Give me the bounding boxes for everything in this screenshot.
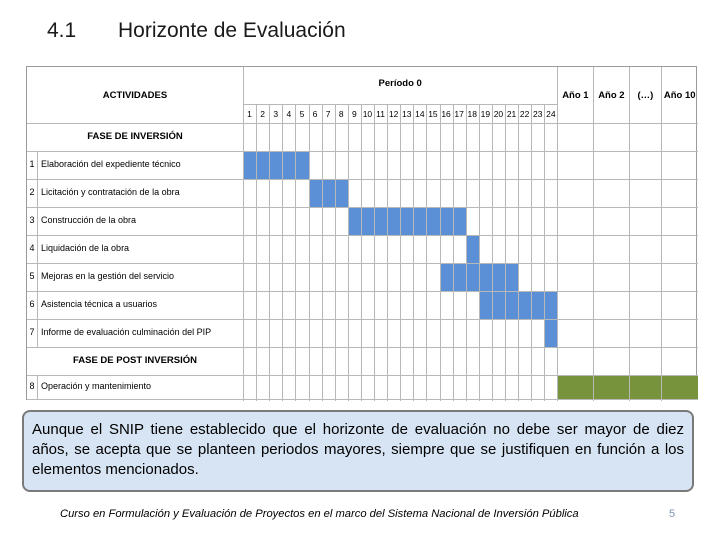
footer-text: Curso en Formulación y Evaluación de Proyectos en el marco del Sistema Nacional de Inversión Pública: [60, 508, 579, 520]
grid-line: [27, 263, 698, 264]
grid-line: [440, 104, 441, 401]
month-label: 9: [351, 109, 357, 119]
grid-line: [27, 179, 698, 180]
grid-line: [309, 104, 310, 401]
month-label: 14: [415, 109, 425, 119]
grid-line: [593, 67, 594, 401]
month-label: 15: [428, 109, 438, 119]
month-label: 21: [506, 109, 517, 119]
grid-line: [361, 104, 362, 401]
grid-line: [335, 104, 336, 401]
grid-line: [27, 291, 698, 292]
month-label: 7: [325, 109, 331, 119]
grid-line: [27, 399, 698, 400]
month-label: 12: [388, 109, 399, 119]
grid-line: [256, 104, 257, 401]
note-box: Aunque el SNIP tiene establecido que el horizonte de evaluación no debe ser mayor de diez años, se acepta que se planteen periodos mayores, siempre que se justifiquen en función a los elementos mencionados.: [22, 410, 694, 492]
grid-line: [466, 104, 467, 401]
grid-line: [37, 179, 38, 207]
year-label: Año 2: [598, 90, 625, 101]
activity-number: 2: [29, 187, 35, 197]
month-label: 10: [362, 109, 373, 119]
month-label: 3: [273, 109, 279, 119]
month-label: 16: [441, 109, 451, 119]
grid-line: [374, 104, 375, 401]
month-label: 23: [533, 109, 543, 119]
gantt-bar: [544, 320, 557, 347]
grid-line: [27, 235, 698, 236]
year-label: (…): [637, 90, 654, 101]
month-label: 24: [546, 109, 556, 119]
gantt-bar: [309, 180, 348, 207]
grid-line: [400, 104, 401, 401]
activity-number: 1: [29, 159, 35, 169]
activity-number: 4: [29, 243, 35, 253]
slide-number: 4.1: [47, 19, 77, 42]
activity-number: 3: [29, 215, 35, 225]
activity-number: 5: [29, 271, 35, 281]
grid-line: [27, 375, 698, 376]
grid-line: [661, 67, 662, 401]
month-label: 8: [338, 109, 344, 119]
year-label: Año 10: [663, 90, 696, 101]
month-label: 5: [299, 109, 305, 119]
activity-label: Liquidación de la obra: [41, 243, 130, 253]
month-label: 2: [260, 109, 265, 119]
grid-line: [479, 104, 480, 401]
grid-line: [27, 151, 698, 152]
activity-label: Informe de evaluación culminación del PIP: [41, 327, 212, 337]
activity-number: 6: [29, 299, 35, 309]
phase-investment-label: FASE DE INVERSIÓN: [87, 131, 183, 142]
header-bottom-line: [27, 123, 698, 124]
grid-line: [27, 319, 698, 320]
month-label: 20: [493, 109, 504, 119]
gantt-chart: [26, 66, 697, 400]
grid-line: [37, 263, 38, 291]
month-label: 6: [312, 109, 318, 119]
activities-header: ACTIVIDADES: [102, 90, 168, 101]
grid-line: [518, 104, 519, 401]
activity-label: Mejoras en la gestión del servicio: [41, 271, 175, 281]
grid-line: [492, 104, 493, 401]
grid-line: [37, 207, 38, 235]
grid-line: [348, 104, 349, 401]
activity-number: 8: [29, 381, 35, 391]
month-label: 17: [454, 109, 464, 119]
activity-label: Asistencia técnica a usuarios: [41, 299, 158, 309]
grid-line: [37, 319, 38, 347]
grid-line: [37, 151, 38, 179]
grid-line: [295, 104, 296, 401]
grid-line: [37, 291, 38, 319]
period-header: Período 0: [378, 78, 422, 89]
grid-line: [629, 67, 630, 401]
activity-number: 7: [29, 327, 35, 337]
grid-line: [557, 67, 558, 401]
activity-label: Operación y mantenimiento: [41, 381, 152, 391]
grid-line: [37, 375, 38, 399]
grid-line: [413, 104, 414, 401]
grid-line: [453, 104, 454, 401]
month-label: 11: [376, 109, 385, 119]
gantt-bar-post: [557, 376, 698, 399]
grid-line: [27, 207, 698, 208]
grid-line: [243, 67, 244, 401]
phase-post-label: FASE DE POST INVERSIÓN: [72, 355, 198, 366]
grid-line: [426, 104, 427, 401]
month-label: 1: [247, 109, 252, 119]
month-label: 22: [519, 109, 530, 119]
grid-line: [387, 104, 388, 401]
gantt-bar: [243, 152, 309, 179]
month-label: 13: [402, 109, 412, 119]
page-number: 5: [669, 508, 676, 520]
grid-line: [282, 104, 283, 401]
grid-line: [531, 104, 532, 401]
grid-line: [322, 104, 323, 401]
activity-label: Construcción de la obra: [41, 215, 137, 225]
grid-line: [37, 235, 38, 263]
gantt-bar: [348, 208, 466, 235]
grid-line: [269, 104, 270, 401]
month-label: 4: [286, 109, 292, 119]
month-label: 18: [467, 109, 477, 119]
grid-line: [505, 104, 506, 401]
slide-title: Horizonte de Evaluación: [118, 19, 346, 42]
month-label: 19: [480, 109, 491, 119]
grid-line: [544, 104, 545, 401]
grid-line: [27, 347, 698, 348]
year-label: Año 1: [562, 90, 589, 101]
activity-label: Elaboración del expediente técnico: [41, 159, 181, 169]
gantt-bar: [466, 236, 479, 263]
activity-label: Licitación y contratación de la obra: [41, 187, 180, 197]
